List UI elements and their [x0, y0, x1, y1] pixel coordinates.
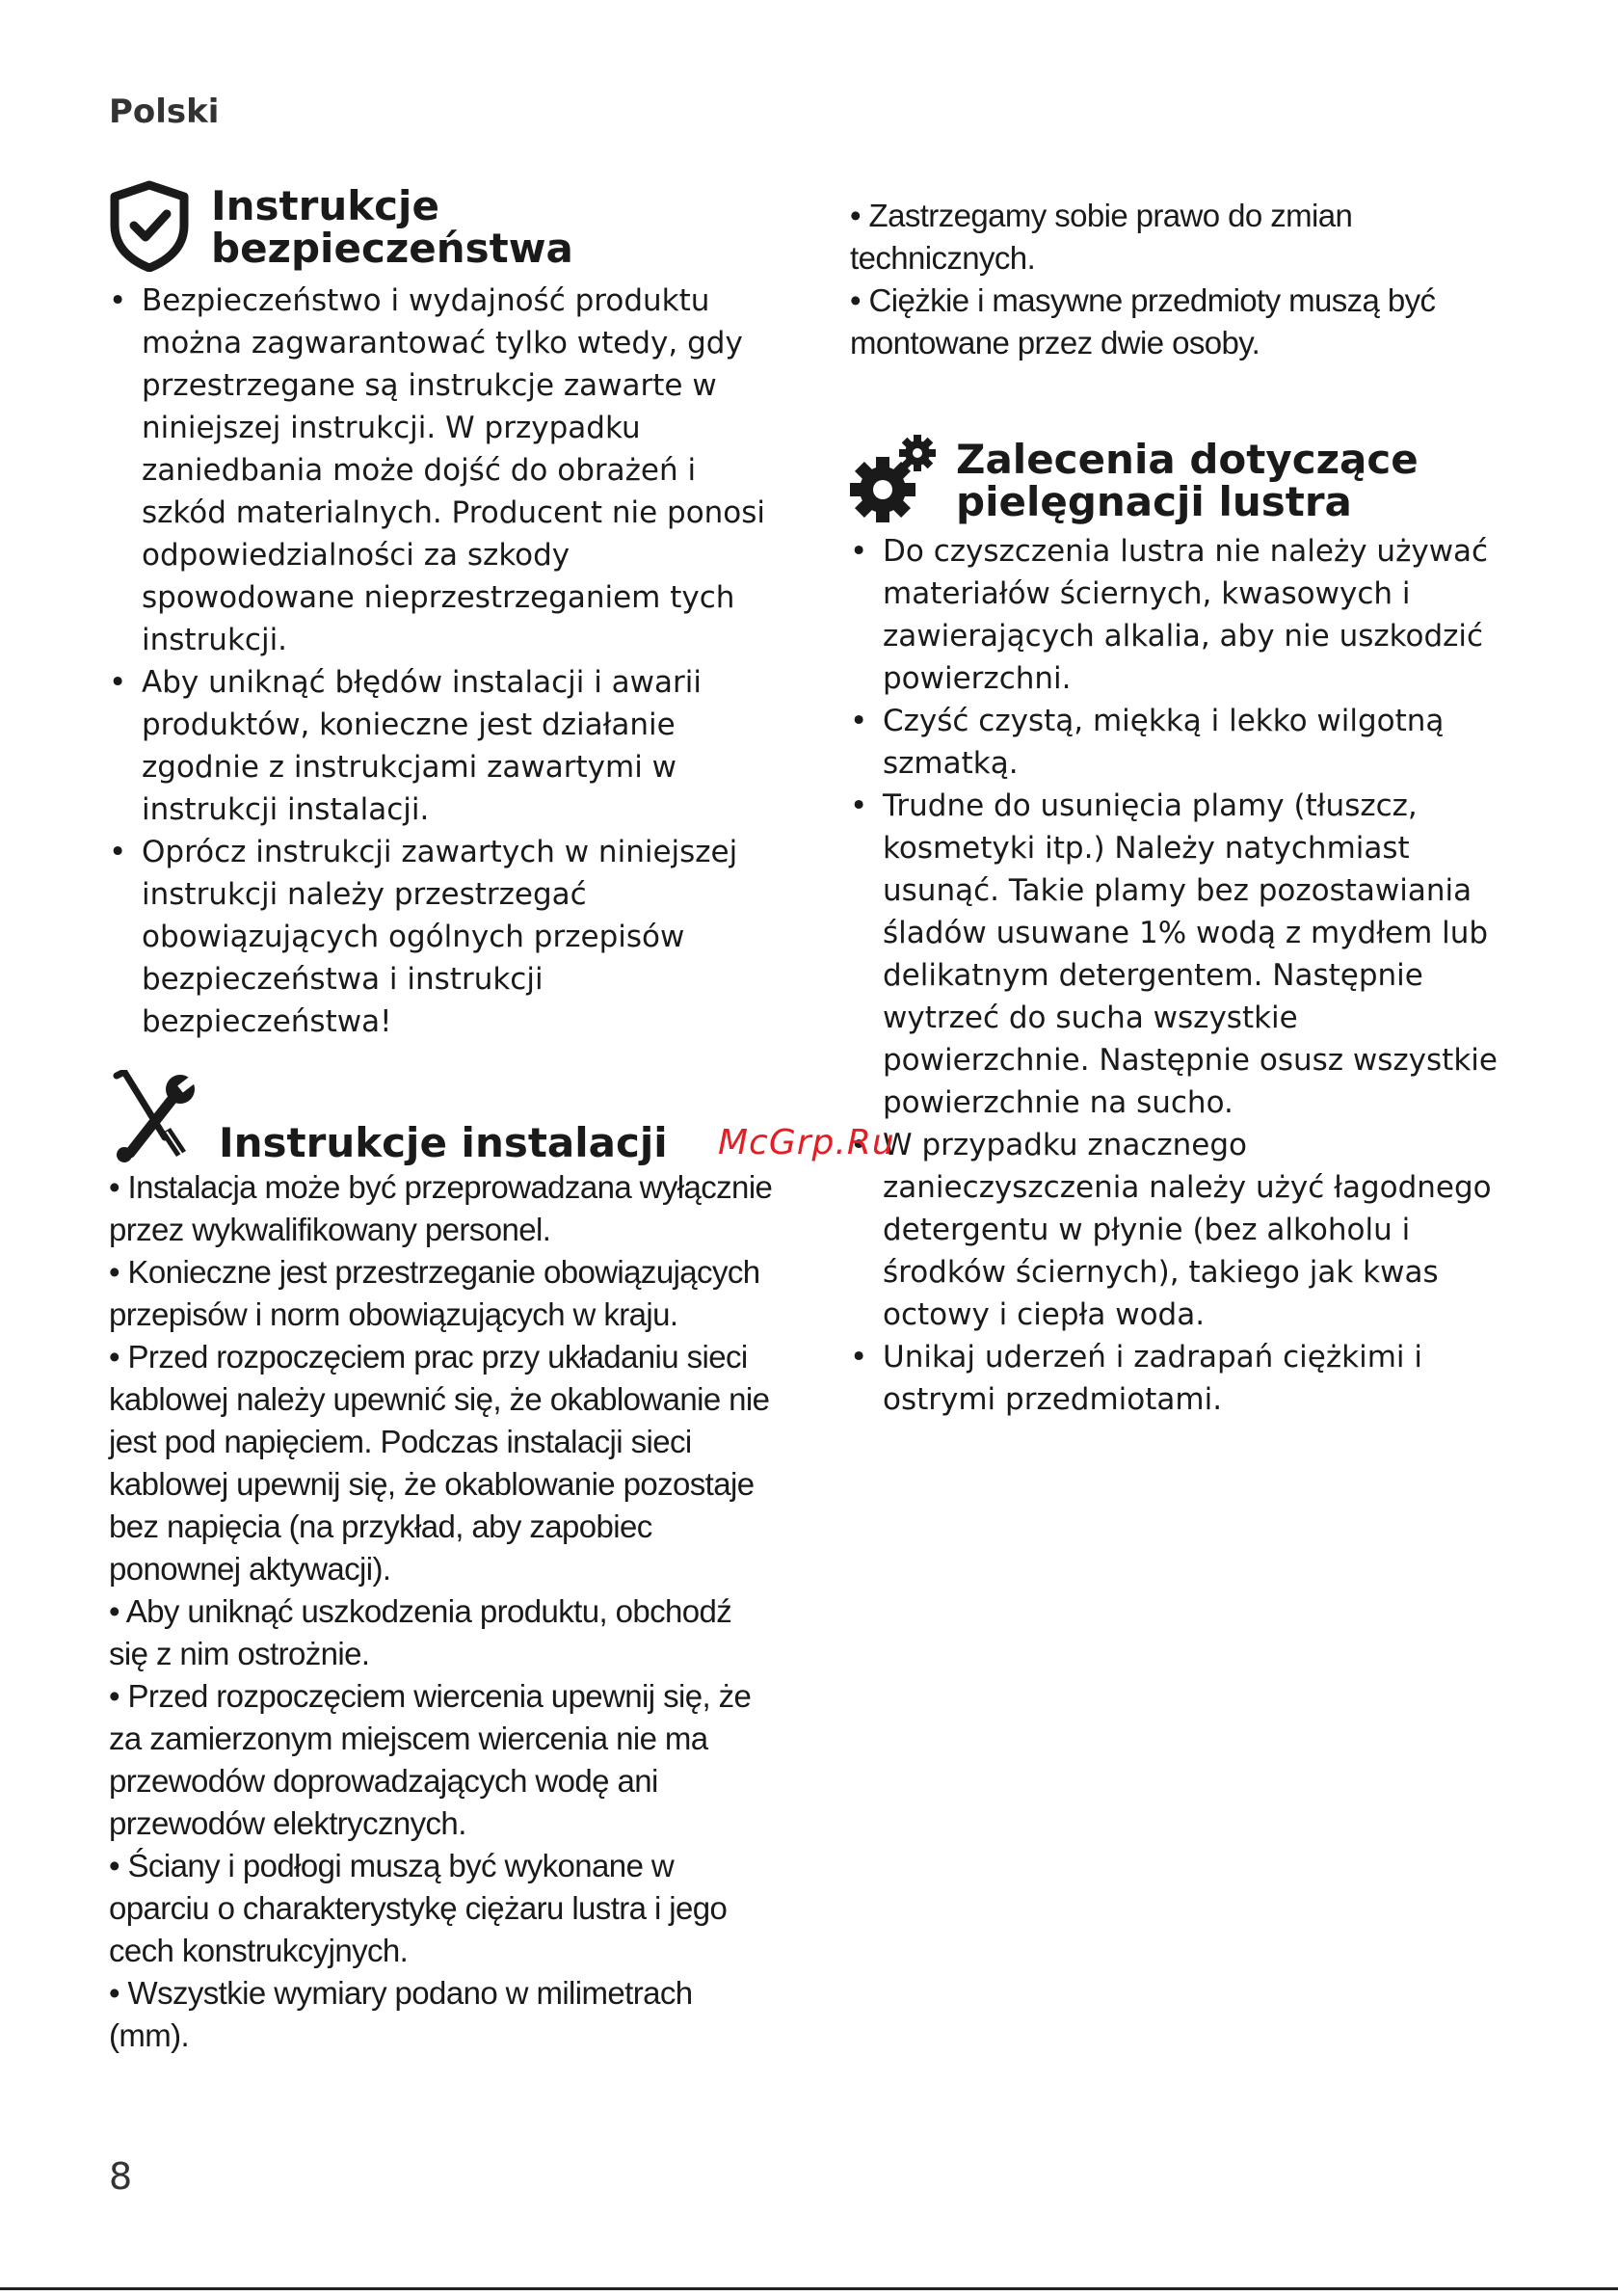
list-item: • Aby uniknąć uszkodzenia produktu, obchodź się z nim ostrożnie.	[109, 1593, 732, 1671]
list-item: • Bezpieczeństwo i wydajność produktu można zagwarantować tylko wtedy, gdy przestrzegane są instrukcje zawarte w niniejszej instrukcji. W przypadku zaniedbania może dojść do obrażeń i szkód materialnych. Producent nie ponosi odpowiedzialności za szkody spowodowane nieprzestrzeganiem tych instrukcji.	[109, 280, 774, 661]
list-item: • Trudne do usunięcia plamy (tłuszcz, kosmetyki itp.) Należy natychmiast usunąć. Takie plamy bez pozostawiania śladów usuwane 1% wodą z mydłem lub delikatnym detergentem. Następnie wytrzeć do sucha wszystkie powierzchnie. Następnie osusz wszystkie powierzchnie na sucho.	[850, 785, 1505, 1124]
list-item: • Instalacja może być przeprowadzana wyłącznie przez wykwalifikowany personel.	[109, 1169, 773, 1247]
list-item: • Przed rozpoczęciem wiercenia upewnij się, że za zamierzonym miejscem wiercenia nie ma przewodów doprowadzających wodę ani przewodów elektrycznych.	[109, 1678, 752, 1841]
list-item: • Aby uniknąć błędów instalacji i awarii produktów, konieczne jest działanie zgodnie z instrukcjami zawartymi w instrukcji instalacji.	[109, 661, 774, 831]
list-item: • Czyść czystą, miękką i lekko wilgotną szmatką.	[850, 700, 1505, 785]
installation-heading	[109, 1070, 774, 1166]
list-item: • W przypadku znacznego zanieczyszczenia należy użyć łagodnego detergentu w płynie (bez alkoholu i środków ściernych), takiego jak kwas octowy i ciepła woda.	[850, 1124, 1505, 1336]
care-title	[956, 436, 1419, 525]
page-number: 8	[109, 2155, 133, 2198]
care-title-line1: Zalecenia dotyczące	[956, 436, 1419, 483]
right-column	[850, 195, 1505, 1421]
list-item: • Ciężkie i masywne przedmioty muszą być montowane przez dwie osoby.	[850, 282, 1436, 360]
safety-list	[109, 280, 774, 1043]
list-item: • Do czyszczenia lustra nie należy używać materiałów ściernych, kwasowych i zawierających alkalia, aby nie uszkodzić powierzchni.	[850, 530, 1505, 700]
list-item: • Przed rozpoczęciem prac przy układaniu sieci kablowej należy upewnić się, że okablowanie nie jest pod napięciem. Podczas instalacji sieci kablowej upewnij się, że okablowanie pozostaje bez napięcia (na przykład, aby zapobiec ponownej aktywacji).	[109, 1339, 770, 1587]
installation-list	[109, 1166, 774, 2057]
list-item: • Zastrzegamy sobie prawo do zmian technicznych.	[850, 198, 1353, 276]
care-list	[850, 530, 1505, 1421]
list-item: • Oprócz instrukcji zawartych w niniejszej instrukcji należy przestrzegać obowiązujących ogólnych przepisów bezpieczeństwa i instrukcji bezpieczeństwa!	[109, 831, 774, 1043]
language-label: Polski	[109, 93, 220, 131]
wrench-screwdriver-icon	[109, 1070, 198, 1166]
care-heading	[850, 434, 1505, 528]
safety-title-line1: Instrukcje	[211, 182, 439, 229]
watermark: McGrp.Ru	[718, 1123, 895, 1162]
safety-title	[211, 182, 573, 272]
left-column	[109, 179, 774, 2057]
shield-check-icon	[109, 179, 190, 276]
bottom-divider	[0, 2287, 1618, 2290]
care-title-line2: pielęgnacji lustra	[956, 478, 1352, 525]
list-item: • Konieczne jest przestrzeganie obowiązujących przepisów i norm obowiązujących w kraju.	[109, 1254, 760, 1332]
installation-title: Instrukcje instalacji	[219, 1119, 668, 1166]
list-item: • Wszystkie wymiary podano w milimetrach (mm).	[109, 1975, 693, 2053]
gears-icon	[850, 434, 939, 528]
technical-notes-list	[850, 195, 1505, 364]
list-item: • Ściany i podłogi muszą być wykonane w oparciu o charakterystykę ciężaru lustra i jego cech konstrukcyjnych.	[109, 1848, 728, 1968]
safety-title-line2: bezpieczeństwa	[211, 225, 573, 272]
list-item: • Unikaj uderzeń i zadrapań ciężkimi i ostrymi przedmiotami.	[850, 1336, 1505, 1421]
safety-heading	[109, 179, 774, 276]
